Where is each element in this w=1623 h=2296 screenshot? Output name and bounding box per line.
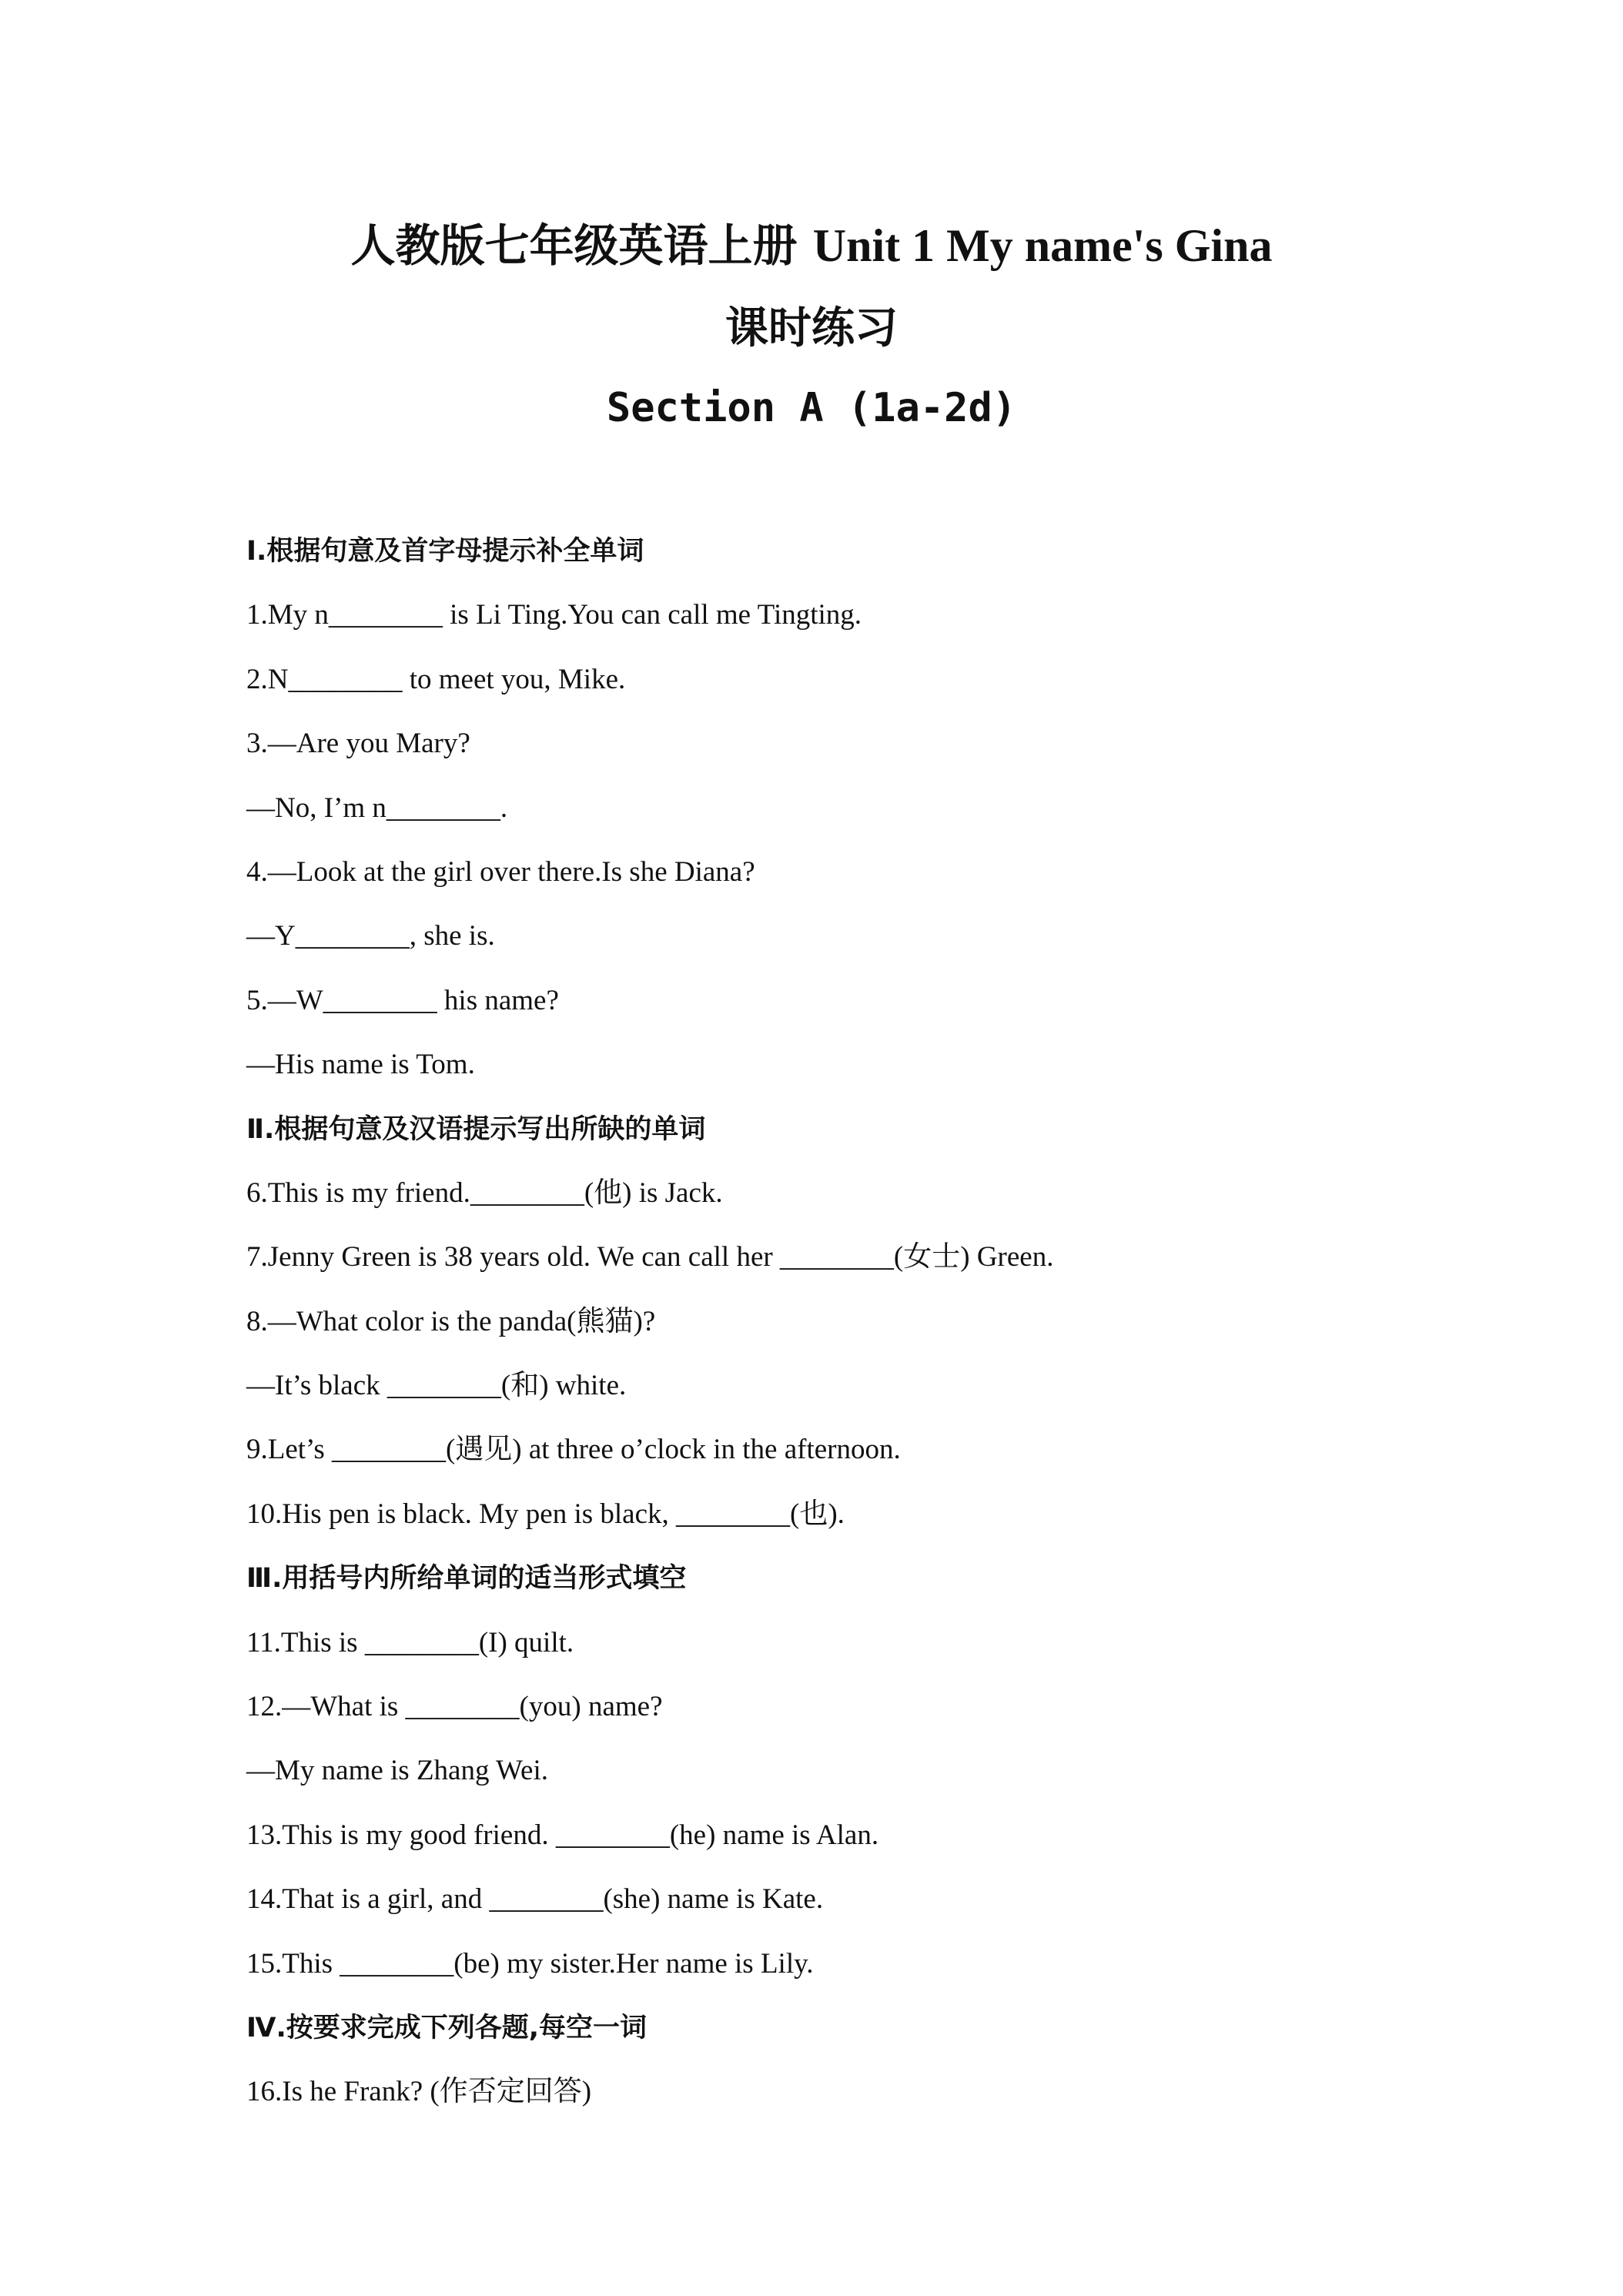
exercise-content xyxy=(246,531,1555,2137)
question-line: 13.This is my good friend. ________(he) name is Alan. xyxy=(246,1819,879,1851)
section-heading: Ⅱ.根据句意及汉语提示写出所缺的单词 xyxy=(246,1113,706,1145)
answer-line: —No, I’m n________. xyxy=(246,792,508,824)
section-heading: Ⅲ.用括号内所给单词的适当形式填空 xyxy=(246,1563,687,1595)
question-line: 4.—Look at the girl over there.Is she Diana? xyxy=(246,855,755,888)
section-title: Section A (1a-2d) xyxy=(606,385,1017,431)
question-line: 9.Let’s ________(遇见) at three o’clock in the afternoon. xyxy=(246,1434,901,1466)
question-line: 1.My n________ is Li Ting.You can call me Tingting. xyxy=(246,599,862,631)
question-line: 8.—What color is the panda(熊猫)? xyxy=(246,1305,656,1337)
question-line: 3.—Are you Mary? xyxy=(246,728,470,760)
document-title xyxy=(0,209,1623,274)
question-line: 6.This is my friend.________(他) is Jack. xyxy=(246,1176,723,1209)
question-line: 16.Is he Frank? (作否定回答) xyxy=(246,2076,592,2108)
answer-line: —Y________, she is. xyxy=(246,920,495,952)
section-heading: Ⅳ.按要求完成下列各题,每空一词 xyxy=(246,2012,648,2043)
question-line: 5.—W________ his name? xyxy=(246,984,559,1016)
question-line: 10.His pen is black. My pen is black, ________(也). xyxy=(246,1498,845,1530)
answer-line: —It’s black ________(和) white. xyxy=(246,1370,627,1402)
title-chinese: 人教版七年级英语上册 xyxy=(350,219,798,272)
question-line: 11.This is ________(I) quilt. xyxy=(246,1626,574,1658)
question-line: 14.That is a girl, and ________(she) name is Kate. xyxy=(246,1883,824,1916)
answer-line: —My name is Zhang Wei. xyxy=(246,1755,548,1787)
answer-line: —His name is Tom. xyxy=(246,1049,475,1081)
question-line: 12.—What is ________(you) name? xyxy=(246,1691,663,1723)
question-line: 2.N________ to meet you, Mike. xyxy=(246,663,626,695)
section-heading: Ⅰ.根据句意及首字母提示补全单词 xyxy=(246,536,644,567)
document-subtitle: 课时练习 xyxy=(725,303,898,353)
title-english: Unit 1 My name's Gina xyxy=(812,220,1273,271)
question-line: 15.This ________(be) my sister.Her name is Lily. xyxy=(246,1947,814,1980)
question-line: 7.Jenny Green is 38 years old. We can call her ________(女士) Green. xyxy=(246,1241,1054,1274)
